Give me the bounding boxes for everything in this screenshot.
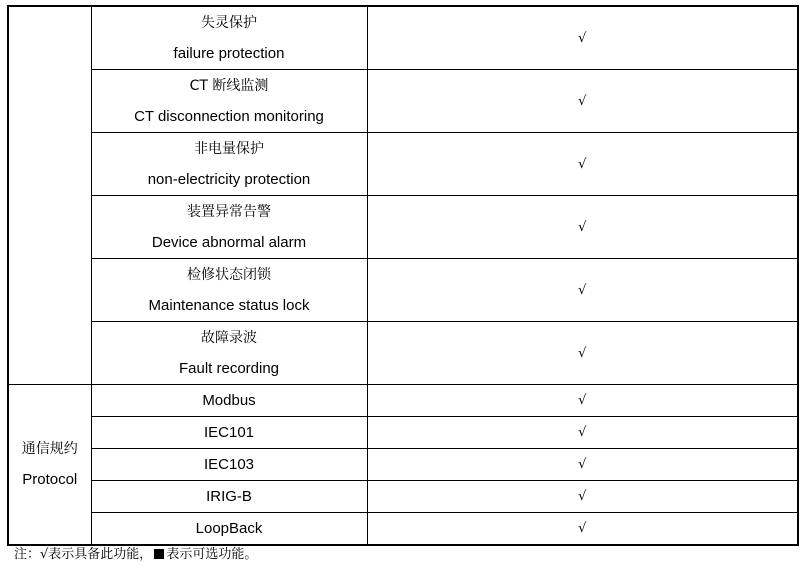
feature-check-cell: [367, 259, 798, 322]
feature-name-en: failure protection: [173, 44, 285, 62]
protocol-name-cell: [91, 481, 367, 513]
protocol-check-cell: [367, 481, 798, 513]
footnote-prefix: 注：: [14, 547, 41, 562]
protocol-check-cell: [367, 385, 798, 417]
table-row: [8, 259, 798, 322]
protocol-group-cell: [8, 385, 91, 546]
protocol-name-cell: [91, 385, 367, 417]
table-row: [8, 417, 798, 449]
check-mark: √: [578, 93, 587, 109]
footnote: [14, 546, 257, 564]
feature-name-cell: [91, 196, 367, 259]
protocol-name-cell: [91, 449, 367, 481]
feature-name-en: Fault recording: [178, 359, 280, 377]
feature-name-cell: [91, 259, 367, 322]
protocol-name: IEC103: [203, 455, 255, 473]
feature-name-cell: [91, 70, 367, 133]
feature-name-en: CT disconnection monitoring: [134, 107, 324, 125]
feature-name-zh: 故障录波: [201, 329, 257, 346]
feature-check-cell: [367, 6, 798, 70]
function-table: [7, 5, 799, 546]
feature-name-zh: 装置异常告警: [187, 203, 271, 220]
protocol-group-zh: 通信规约: [21, 441, 78, 457]
table-row: [8, 322, 798, 385]
feature-name-en: Device abnormal alarm: [151, 233, 307, 251]
table-row: [8, 70, 798, 133]
table-row: [8, 513, 798, 546]
check-mark: √: [578, 393, 587, 408]
feature-check-cell: [367, 133, 798, 196]
check-mark: √: [578, 457, 587, 472]
table-row: [8, 449, 798, 481]
check-mark: √: [578, 521, 587, 536]
protocol-name-cell: [91, 417, 367, 449]
feature-name-cell: [91, 133, 367, 196]
protocol-check-cell: [367, 513, 798, 546]
feature-name-cell: [91, 6, 367, 70]
table-row: [8, 196, 798, 259]
feature-name-zh: 失灵保护: [201, 14, 257, 31]
footnote-part1: √表示具备此功能，: [40, 547, 153, 562]
protocol-name: LoopBack: [195, 519, 263, 537]
check-mark: √: [578, 219, 587, 235]
check-mark: √: [578, 345, 587, 361]
protocol-name: IRIG-B: [206, 487, 252, 505]
function-group-cell: [8, 6, 91, 385]
check-mark: √: [578, 282, 587, 298]
check-mark: √: [578, 30, 587, 46]
table-row: [8, 385, 798, 417]
protocol-group-en: Protocol: [22, 471, 78, 488]
feature-name-zh: 非电量保护: [194, 140, 264, 157]
filled-square-icon: [154, 549, 164, 559]
table-row: [8, 133, 798, 196]
feature-check-cell: [367, 70, 798, 133]
protocol-name: IEC101: [203, 423, 255, 441]
check-mark: √: [578, 156, 587, 172]
check-mark: √: [578, 489, 587, 504]
table-row: [8, 481, 798, 513]
footnote-part2: 表示可选功能。: [166, 547, 258, 562]
protocol-name-cell: [91, 513, 367, 546]
feature-name-en: non-electricity protection: [147, 170, 311, 188]
protocol-check-cell: [367, 449, 798, 481]
protocol-check-cell: [367, 417, 798, 449]
feature-name-zh: 检修状态闭锁: [187, 266, 271, 283]
feature-name-cell: [91, 322, 367, 385]
check-mark: √: [578, 425, 587, 440]
table-row: [8, 6, 798, 70]
protocol-name: Modbus: [202, 391, 256, 409]
feature-check-cell: [367, 322, 798, 385]
feature-check-cell: [367, 196, 798, 259]
feature-name-zh: CT 断线监测: [189, 77, 269, 94]
feature-name-en: Maintenance status lock: [148, 296, 310, 314]
